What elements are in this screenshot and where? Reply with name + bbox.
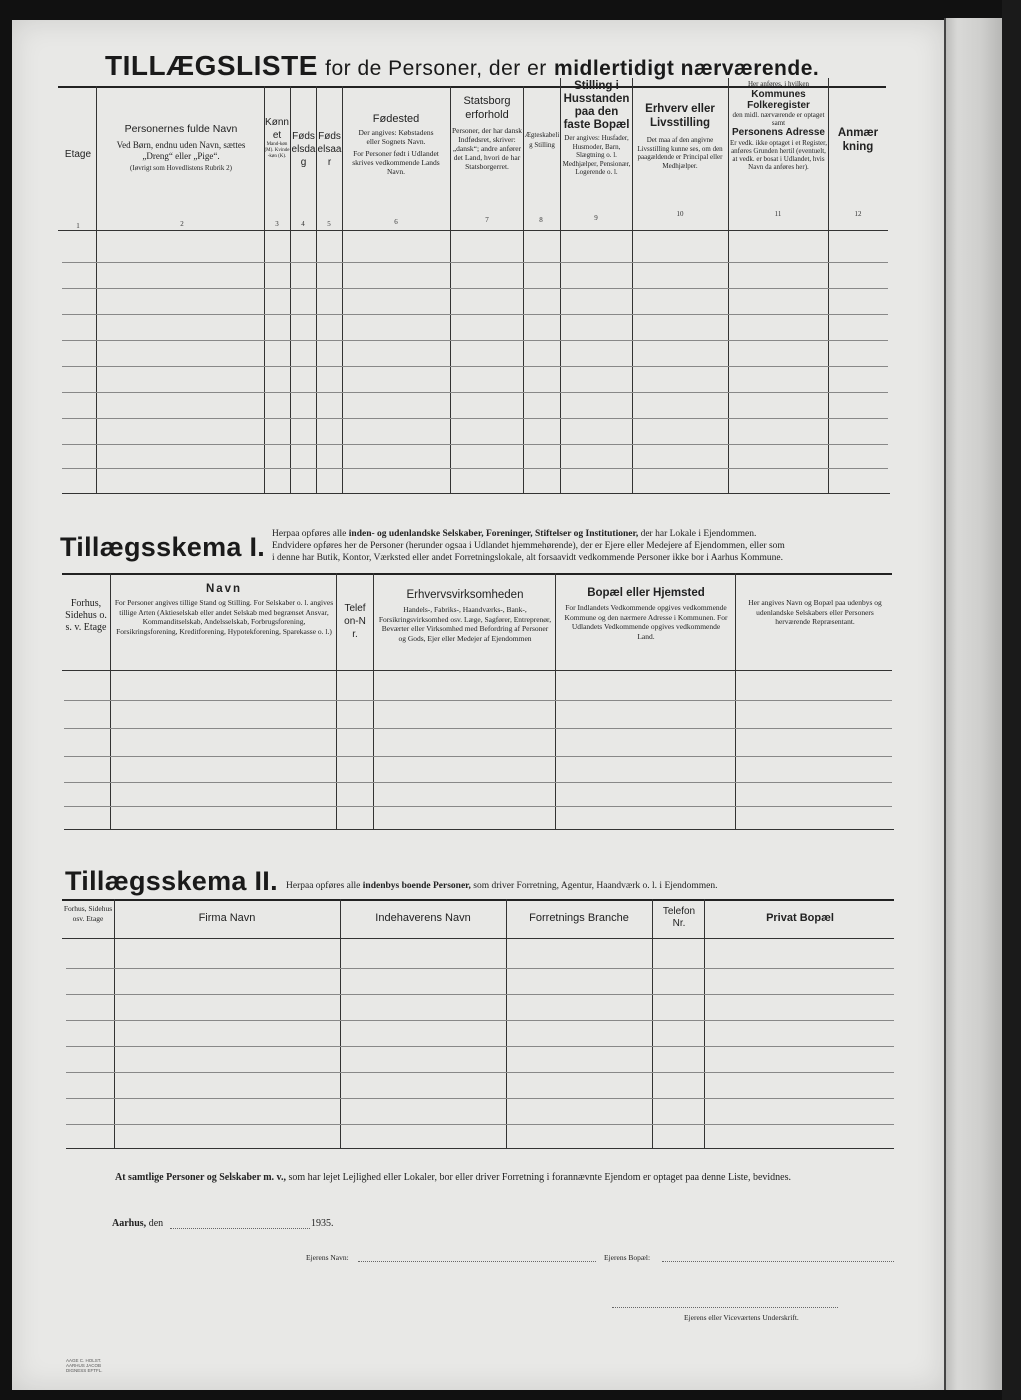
s2-header-private-address: Privat Bopæl [766,912,834,924]
signature-field[interactable] [612,1307,838,1308]
col-number: 9 [594,214,598,222]
signature-label: Ejerens eller Viceværtens Underskrift. [684,1313,799,1322]
col-number: 2 [180,220,184,228]
col-divider [373,573,374,830]
table-top-line [62,899,894,901]
col-divider [336,573,337,830]
s1-header-floor: Forhus, Sidehus o. s. v. Etage [65,598,107,633]
table-row [62,288,888,289]
col-number: 4 [301,220,305,228]
table-row [66,1046,894,1047]
header-etage: Etage [64,149,92,160]
header-bottom-line [62,938,894,939]
header-name: Personernes fulde Navn Ved Børn, endnu uden Navn, sættes „Dreng“ eller „Pige“. (Iøvrigt som Hovedlistens Rubrik 2) [116,123,246,172]
table-row [62,468,888,469]
s1-header-residence: Bopæl eller Hjemsted For Indlandets Vedkommende opgives vedkommende Kommune og den nærmere Adresse i Kommunen. For Udlandets Vedkommende opgives vedkommende Land. [564,587,728,641]
schedule-2-description: Herpaa opføres alle indenbys boende Personer, som driver Forretning, Agentur, Haandværk o. l. i Ejendommen. [286,881,718,891]
table-row [62,340,888,341]
col-divider [506,899,507,1149]
year-text: 1935. [311,1218,334,1229]
schedule-2-title: Tillægsskema II. [65,866,278,896]
col-divider [342,86,343,494]
s2-header-branch: Forretnings Branche [529,912,629,924]
schedule-1-title: Tillægsskema I. [60,532,266,562]
table-row [66,1020,894,1021]
table-row [66,968,894,969]
table-row [62,366,888,367]
col-number: 3 [275,220,279,228]
table-row [64,806,892,807]
printer-mark: AAGE C. HOLST. AARHUS JACOB DIGNESS EFTFL. [66,1358,103,1373]
s1-header-name: Navn For Personer angives tillige Stand og Stilling. For Selskaber o. l. angives tillige Arten (Aktieselskab eller andet Selskab med begrænset Ansvar, Kommanditselskab, Andelsselskab, Forbrugsforening, Forsikringsforening, Kreditforening, Hypotekforening, Sparekasse o. l.) [114,583,334,636]
s2-header-phone: Telefon Nr. [662,906,696,929]
title-main-word: TILLÆGSLISTE [105,50,318,81]
table-row [62,262,888,263]
table-row [66,1098,894,1099]
s1-header-representative: Her angives Navn og Bopæl paa udenbys og udenlandske Selskabers eller Personers herværende Repræsentant. [748,598,882,626]
table-row [66,994,894,995]
date-line: Aarhus, den [112,1218,164,1229]
col-number: 7 [485,216,489,224]
owner-address-label: Ejerens Bopæl: [604,1253,651,1262]
s2-header-owner: Indehaverens Navn [375,912,471,924]
col-divider [704,899,705,1149]
col-number: 8 [539,216,543,224]
header-remarks: Anmærkning [837,127,879,153]
col-number: 6 [394,218,398,226]
col-number: 1 [76,222,80,230]
s2-header-floor: Forhus, Sidehus osv. Etage [63,904,113,923]
col-number: 10 [676,210,684,218]
title-end: midlertidigt nærværende. [554,57,820,80]
table-row [62,314,888,315]
table-row [64,700,892,701]
table-top-line [62,573,892,575]
col-divider [652,899,653,1149]
table-row [66,1124,894,1125]
scan-edge [1002,0,1021,1400]
owner-name-label: Ejerens Navn: [306,1253,349,1262]
header-household-position: Stilling i Husstanden paa den faste Bopæl Der angives: Husfader, Husmoder, Barn, Slægtning o. l. Medhjælper, Pensionær, Logerende o. l. [562,80,631,176]
schedule-1-description: Herpaa opføres alle inden- og udenlandske Selskaber, Foreninger, Stiftelser og Institutioner, der har Lokale i Ejendommen. Endvidere opføres her de Personer (herunder ogsaa i Udlandet hjemmehørende), der er Ejere eller Medejere af Ejendommen, eller som i denne har Butik, Kontor, Værksted eller andet Forretningslokale, alt forsaavidt vedkommende Personer ikke bor i Aarhus Kommune. [272,529,785,563]
table-bottom-line [66,1148,894,1149]
col-number: 11 [774,210,782,218]
header-birthday: Fødselsdag [291,131,316,168]
table-row [62,418,888,419]
s2-header-firm: Firma Navn [198,912,256,924]
table-bottom-line [64,829,894,830]
table-row [64,782,892,783]
col-divider [555,573,556,830]
owner-name-field[interactable] [358,1261,596,1262]
table-bottom-line [62,493,890,494]
page-title [105,50,819,82]
certification-text: At samtlige Personer og Selskaber m. v., som har lejet Lejlighed eller Lokaler, bor eller driver Forretning i forannævnte Ejendom er optaget paa denne Liste, bevidnes. [115,1172,791,1183]
table-row [66,1072,894,1073]
col-divider [340,899,341,1149]
table-row [64,728,892,729]
table-row [62,444,888,445]
header-bottom-line [58,230,888,231]
header-citizenship: Statsborgerforhold Personer, der har dansk Indfødsret, skriver: „dansk“; andre anfører det Land, hvori de har Statsborgerret. [451,95,523,171]
s1-header-phone: Telefon-Nr. [344,603,366,640]
col-divider [735,573,736,830]
table-row [62,392,888,393]
col-divider [828,78,829,494]
col-divider [96,86,97,494]
header-gender: Kønnet Mand-køn (M). Kvinde-køn (K). [264,117,290,159]
title-middle: for de Personer, der er [325,57,547,80]
table-row [64,756,892,757]
s1-header-business: Erhvervsvirksomheden Handels-, Fabriks-, Haandværks-, Bank-, Forsikringsvirksomhed osv. Læge, Sagfører, Entreprenør, Beværter eller Virksomhed med Befordring af Personer og Gods, Ejer eller Medejer af Ejendommen [378,589,552,643]
col-number: 12 [854,210,862,218]
header-marital: Ægteskabelig Stilling [524,131,560,149]
header-birthplace: Fødested Der angives: Købstadens eller Sognets Navn. For Personer født i Udlandet skrives vedkommende Lands Navn. [352,113,440,176]
form-page [12,20,944,1390]
col-divider [114,899,115,1149]
book-binding [944,18,1004,1390]
col-divider [632,78,633,494]
header-bottom-line [62,670,892,671]
header-birthyear: Fødselsaar [317,131,342,168]
col-number: 5 [327,220,331,228]
header-registry: Her anføres, i hvilken Kommunes Folkeregister den midl. nærværende er optaget samt Personens Adresse Er vedk. ikke optaget i et Register, anføres Grunden hertil (eventuelt, at vedk. er bosat i Udlandet, hvis Navn da anføres her). [730,80,827,171]
owner-address-field[interactable] [662,1261,894,1262]
col-divider [110,573,111,830]
header-occupation: Erhverv eller Livsstilling Det maa af den angivne Livsstilling kunne ses, om den paagældende er Principal eller Medhjælper. [637,103,723,170]
date-fill-line[interactable] [170,1228,310,1229]
